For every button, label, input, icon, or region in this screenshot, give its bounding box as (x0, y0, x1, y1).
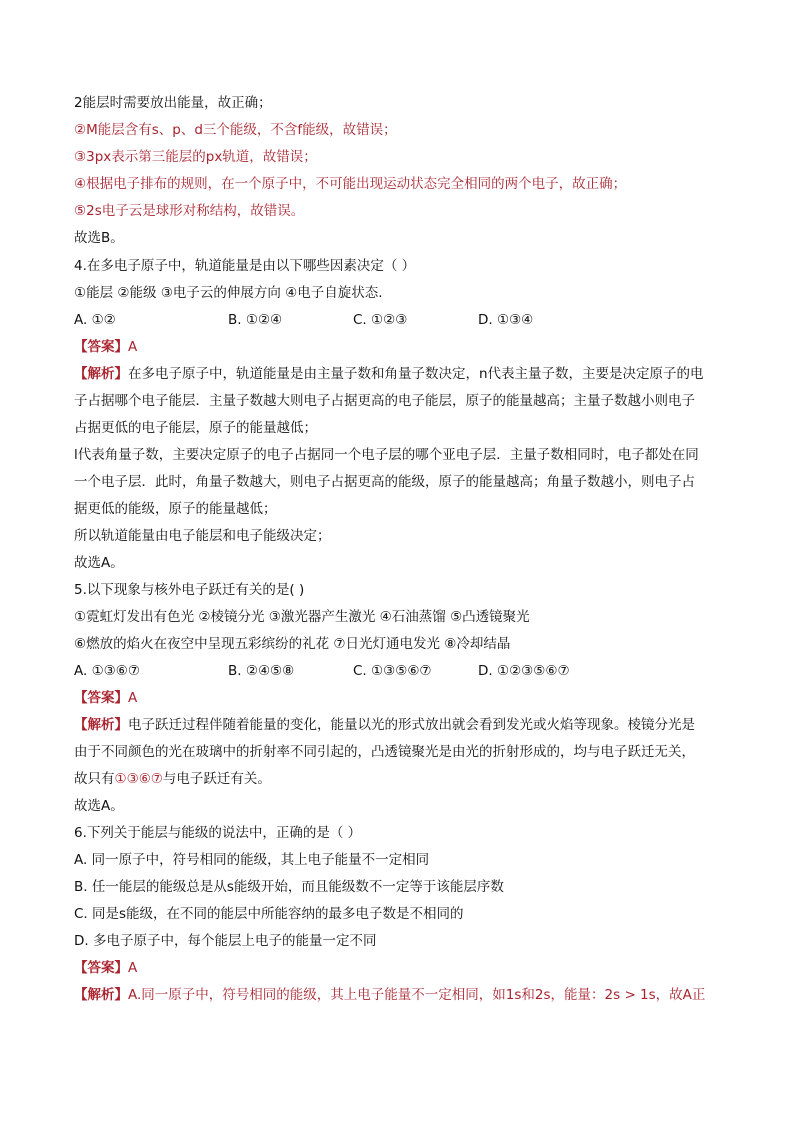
q4-analysis-line-2: 子占据哪个电子能层．主量子数越大则电子占据更高的电子能层，原子的能量越高；主量子数越小则电子 (74, 393, 695, 409)
q5-analysis-line-3 (74, 769, 734, 789)
q4-analysis-line-4: l代表角量子数，主要决定原子的电子占据同一个电子层的哪个亚电子层．主量子数相同时，电子都处在同 (74, 447, 699, 463)
q5-option-b: B. ②④⑤⑧ (228, 663, 295, 679)
prev-conclusion: 故选B。 (74, 230, 124, 246)
q4-analysis-text-1: 在多电子原子中，轨道能量是由主量子数和角量子数决定，n代表主量子数，主要是决定原子的电 (128, 366, 704, 382)
q6-analysis-text-1: A.同一原子中，符号相同的能级，其上电子能量不一定相同，如1s和2s，能量：2s > 1s，故A正 (128, 987, 706, 1003)
q5-conclusion: 故选A。 (74, 798, 124, 814)
q4-option-b: B. ①②④ (228, 312, 283, 328)
q4-option-d: D. ①③④ (478, 312, 534, 328)
q4-option-a: A. ①② (74, 312, 116, 328)
q4-analysis-line-7: 所以轨道能量由电子能层和电子能级决定； (74, 528, 331, 544)
q5-stem: 5.以下现象与核外电子跃迁有关的是( ) (74, 582, 305, 598)
q5-items-line-1: ①霓虹灯发出有色光 ②棱镜分光 ③激光器产生激光 ④石油蒸馏 ⑤凸透镜聚光 (74, 609, 530, 625)
q6-option-d: D. 多电子原子中，每个能层上电子的能量一定不同 (74, 933, 377, 949)
prev-line-1: 2能层时需要放出能量，故正确； (74, 95, 272, 111)
q4-analysis-line-3: 占据更低的电子能层，原子的能量越低； (74, 420, 317, 436)
prev-line-4: ④根据电子排布的规则，在一个原子中，不可能出现运动状态完全相同的两个电子，故正确； (74, 176, 627, 192)
q6-answer-line (74, 958, 734, 978)
q5-answer-value: A (128, 690, 138, 706)
q6-option-b: B. 任一能层的能级总是从s能级开始，而且能级数不一定等于该能层序数 (74, 879, 504, 895)
q5-option-a: A. ①③⑥⑦ (74, 663, 140, 679)
q4-analysis-tag: 【解析】 (74, 366, 128, 382)
q4-analysis-line-6: 据更低的能级，原子的能量越低； (74, 501, 277, 517)
q4-analysis-line-5: 一个电子层．此时，角量子数越大，则电子占据更高的能级，原子的能量越高；角量子数越小，则电子占 (74, 474, 695, 490)
q5-items-line-2: ⑥燃放的焰火在夜空中呈现五彩缤纷的礼花 ⑦日光灯通电发光 ⑧冷却结晶 (74, 636, 511, 652)
q5-answer-line (74, 688, 734, 708)
q6-answer-value: A (128, 960, 138, 976)
q6-analysis-line-1 (74, 985, 734, 1005)
q6-option-a: A. 同一原子中，符号相同的能级，其上电子能量不一定相同 (74, 852, 430, 868)
q4-stem: 4.在多电子原子中，轨道能量是由以下哪些因素决定（ ） (74, 258, 416, 274)
prev-line-5: ⑤2s电子云是球形对称结构，故错误。 (74, 203, 305, 219)
q4-conclusion: 故选A。 (74, 555, 124, 571)
q6-stem: 6.下列关于能层与能级的说法中，正确的是（ ） (74, 825, 362, 841)
q5-option-c: C. ①③⑤⑥⑦ (353, 663, 432, 679)
q6-option-c: C. 同是s能级，在不同的能层中所能容纳的最多电子数是不相同的 (74, 906, 464, 922)
q6-analysis-tag: 【解析】 (74, 987, 128, 1003)
q4-option-c: C. ①②③ (353, 312, 408, 328)
q5-analysis-3-pre: 故只有 (74, 771, 115, 787)
q5-analysis-line-2: 由于不同颜色的光在玻璃中的折射率不同引起的，凸透镜聚光是由光的折射形成的，均与电子跃迁无关， (74, 744, 695, 760)
q5-analysis-text-1: 电子跃迁过程伴随着能量的变化，能量以光的形式放出就会看到发光或火焰等现象。棱镜分光是 (128, 717, 695, 733)
q4-answer-value: A (128, 339, 138, 355)
prev-line-3: ③3px表示第三能层的px轨道，故错误； (74, 149, 317, 165)
q6-answer-tag: 【答案】 (74, 960, 128, 976)
q5-answer-tag: 【答案】 (74, 690, 128, 706)
q5-option-d: D. ①②③⑤⑥⑦ (478, 663, 570, 679)
q4-analysis-line-1 (74, 364, 734, 384)
q5-analysis-3-highlight: ①③⑥⑦ (114, 771, 163, 787)
q5-analysis-line-1 (74, 715, 734, 735)
q4-items: ①能层 ②能级 ③电子云的伸展方向 ④电子自旋状态. (74, 285, 383, 301)
prev-line-2: ②M能层含有s、p、d三个能级，不含f能级，故错误； (74, 122, 397, 138)
q5-analysis-tag: 【解析】 (74, 717, 128, 733)
q4-answer-tag: 【答案】 (74, 339, 128, 355)
q4-answer-line (74, 337, 734, 357)
q5-analysis-3-post: 与电子跃迁有关。 (162, 771, 271, 787)
